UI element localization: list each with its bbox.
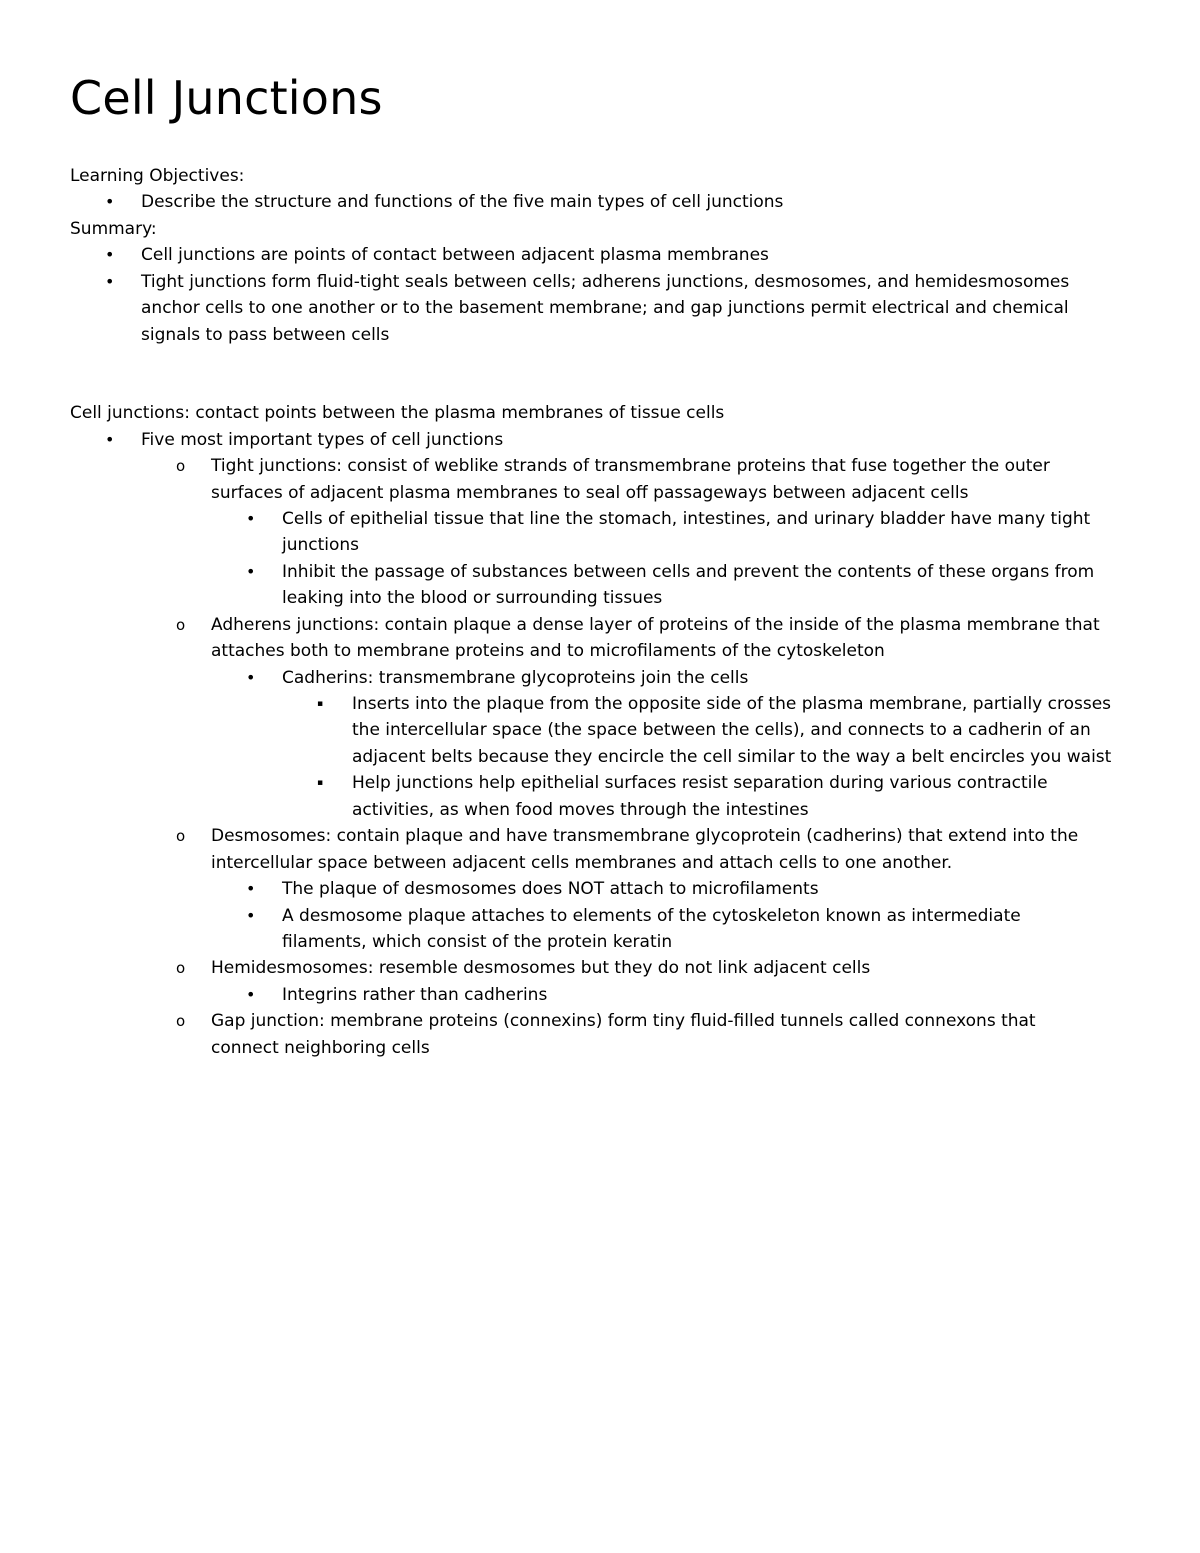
list-item: Help junctions help epithelial surfaces resist separation during various contractile	[352, 773, 1048, 793]
list-item-continued: leaking into the blood or surrounding tissues	[282, 588, 663, 608]
circle-marker: o	[176, 959, 186, 977]
list-item-tight-junctions: Tight junctions: consist of weblike strands of transmembrane proteins that fuse together the outer	[211, 456, 1050, 476]
summary-item: Cell junctions are points of contact between adjacent plasma membranes	[141, 245, 769, 265]
square-marker: ▪	[317, 699, 324, 709]
bullet-marker: •	[246, 985, 256, 1004]
bullet-marker: •	[246, 879, 256, 898]
circle-marker: o	[176, 616, 186, 634]
list-item: Inserts into the plaque from the opposite side of the plasma membrane, partially crosses	[352, 694, 1112, 714]
learning-objectives-label: Learning Objectives:	[70, 166, 245, 186]
list-item-continued: connect neighboring cells	[211, 1038, 430, 1058]
bullet-marker: •	[246, 668, 256, 687]
list-item-continued: junctions	[282, 535, 360, 555]
square-marker: ▪	[317, 778, 324, 788]
objective-item: Describe the structure and functions of the five main types of cell junctions	[141, 192, 784, 212]
bullet-marker: •	[105, 272, 115, 291]
list-item-adherens-junctions: Adherens junctions: contain plaque a dense layer of proteins of the inside of the plasma membrane that	[211, 615, 1100, 635]
circle-marker: o	[176, 827, 186, 845]
list-item-continued: adjacent belts because they encircle the cell similar to the way a belt encircles you waist	[352, 747, 1112, 767]
bullet-marker: •	[105, 245, 115, 264]
circle-marker: o	[176, 1012, 186, 1030]
bullet-marker: •	[246, 509, 256, 528]
page-title: Cell Junctions	[70, 71, 383, 125]
bullet-marker: •	[246, 562, 256, 581]
list-item: Inhibit the passage of substances between cells and prevent the contents of these organs from	[282, 562, 1095, 582]
bullet-marker: •	[246, 906, 256, 925]
list-item-gap-junction: Gap junction: membrane proteins (connexins) form tiny fluid-filled tunnels called connexons that	[211, 1011, 1036, 1031]
list-item: Cells of epithelial tissue that line the stomach, intestines, and urinary bladder have many tight	[282, 509, 1091, 529]
list-item-continued: activities, as when food moves through the intestines	[352, 800, 809, 820]
list-item: Five most important types of cell junctions	[141, 430, 504, 450]
list-item: The plaque of desmosomes does NOT attach to microfilaments	[282, 879, 819, 899]
list-item: Cadherins: transmembrane glycoproteins join the cells	[282, 668, 749, 688]
list-item-desmosomes: Desmosomes: contain plaque and have transmembrane glycoprotein (cadherins) that extend into the	[211, 826, 1079, 846]
list-item: Integrins rather than cadherins	[282, 985, 548, 1005]
list-item-hemidesmosomes: Hemidesmosomes: resemble desmosomes but they do not link adjacent cells	[211, 958, 871, 978]
summary-item-continued: signals to pass between cells	[141, 325, 390, 345]
circle-marker: o	[176, 457, 186, 475]
list-item-continued: attaches both to membrane proteins and to microfilaments of the cytoskeleton	[211, 641, 885, 661]
bullet-marker: •	[105, 192, 115, 211]
list-item-continued: surfaces of adjacent plasma membranes to seal off passageways between adjacent cells	[211, 483, 969, 503]
list-item-continued: intercellular space between adjacent cells membranes and attach cells to one another.	[211, 853, 953, 873]
summary-item-continued: anchor cells to one another or to the basement membrane; and gap junctions permit electrical and chemical	[141, 298, 1069, 318]
list-item: A desmosome plaque attaches to elements of the cytoskeleton known as intermediate	[282, 906, 1021, 926]
notes-intro: Cell junctions: contact points between the plasma membranes of tissue cells	[70, 403, 725, 423]
bullet-marker: •	[105, 430, 115, 449]
list-item-continued: the intercellular space (the space between the cells), and connects to a cadherin of an	[352, 720, 1091, 740]
list-item-continued: filaments, which consist of the protein keratin	[282, 932, 673, 952]
summary-label: Summary:	[70, 219, 157, 239]
summary-item: Tight junctions form fluid-tight seals between cells; adherens junctions, desmosomes, and hemidesmosomes	[141, 272, 1070, 292]
